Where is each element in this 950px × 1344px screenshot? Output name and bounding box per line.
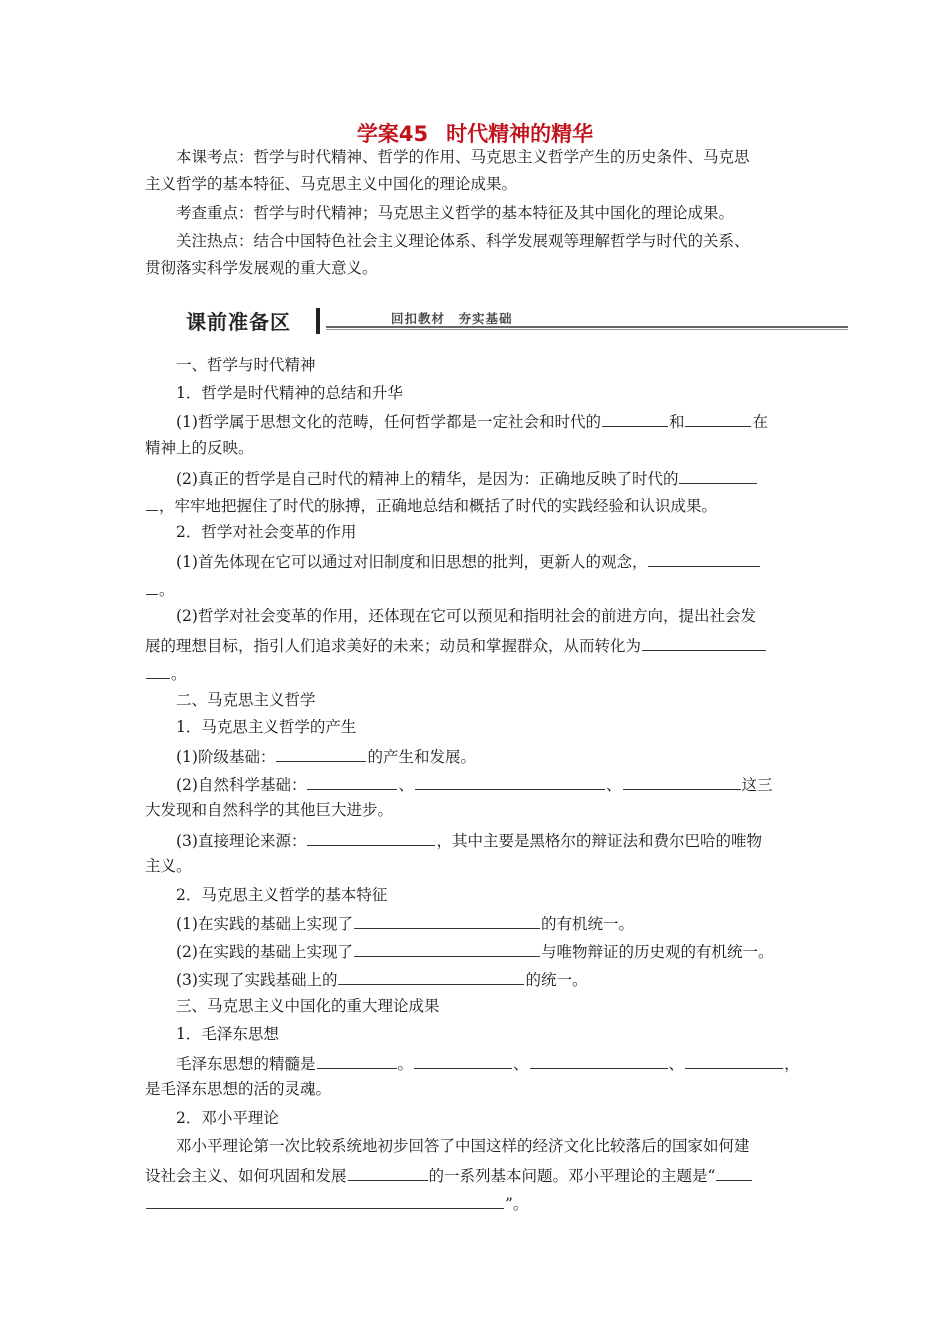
answer-blank[interactable]	[276, 745, 366, 762]
fill-line: (1)哲学属于思想文化的范畴，任何哲学都是一定社会和时代的 和 在	[145, 410, 838, 432]
intro-line: 考查重点：哲学与时代精神；马克思主义哲学的基本特征及其中国化的理论成果。	[176, 204, 735, 222]
answer-blank[interactable]	[685, 1052, 783, 1069]
fill-line: (1)首先体现在它可以通过对旧制度和旧思想的批判，更新人的观念，	[145, 550, 838, 572]
subsection-heading: 1．哲学是时代精神的总结和升华	[176, 384, 403, 402]
text-line: 主义。	[145, 857, 192, 875]
answer-blank[interactable]	[146, 1192, 504, 1209]
subsection-heading: 1．毛泽东思想	[176, 1025, 279, 1043]
answer-blank[interactable]	[146, 662, 170, 679]
answer-blank[interactable]	[530, 1052, 668, 1069]
answer-blank[interactable]	[146, 494, 158, 511]
page-title	[0, 118, 950, 148]
intro-line: 贯彻落实科学发展观的重大意义。	[145, 259, 378, 277]
subsection-heading: 2．马克思主义哲学的基本特征	[176, 886, 388, 904]
banner-title: 课前准备区	[186, 310, 291, 334]
section-heading: 二、马克思主义哲学	[176, 691, 316, 709]
fill-line: 设社会主义、如何巩固和发展 的一系列基本问题。邓小平理论的主题是“	[145, 1164, 807, 1186]
answer-blank[interactable]	[348, 1164, 428, 1181]
banner-subtitle: 回扣教材 夯实基础	[391, 311, 513, 326]
fill-line: 展的理想目标，指引人们追求美好的未来；动员和掌握群众，从而转化为	[145, 634, 807, 656]
lesson-title: 时代精神的精华	[446, 122, 594, 146]
answer-blank[interactable]	[716, 1164, 752, 1181]
banner-divider	[316, 308, 320, 334]
text-line: (2)哲学对社会变革的作用，还体现在它可以预见和指明社会的前进方向，提出社会发	[176, 607, 756, 625]
fill-line: (1)在实践的基础上实现了 的有机统一。	[145, 912, 838, 934]
answer-blank[interactable]	[602, 410, 668, 427]
answer-blank[interactable]	[415, 773, 605, 790]
intro-line: 本课考点：哲学与时代精神、哲学的作用、马克思主义哲学产生的历史条件、马克思	[176, 148, 750, 166]
fill-line: 毛泽东思想的精髓是 。 、 、 ，	[145, 1052, 838, 1074]
intro-line: 主义哲学的基本特征、马克思主义中国化的理论成果。	[145, 175, 518, 193]
lesson-number: 学案45	[356, 122, 429, 146]
text-line: 是毛泽东思想的活的灵魂。	[145, 1080, 332, 1098]
intro-line: 关注热点：结合中国特色社会主义理论体系、科学发展观等理解哲学与时代的关系、	[176, 232, 750, 250]
answer-blank[interactable]	[414, 1052, 512, 1069]
fill-line: ”。	[145, 1192, 807, 1214]
fill-line: (2)自然科学基础： 、 、 这三	[145, 773, 838, 795]
answer-blank[interactable]	[307, 829, 435, 846]
section-heading: 一、哲学与时代精神	[176, 356, 316, 374]
text-line: 邓小平理论第一次比较系统地初步回答了中国这样的经济文化比较落后的国家如何建	[176, 1137, 750, 1155]
subsection-heading: 2．邓小平理论	[176, 1109, 279, 1127]
subsection-heading: 2．哲学对社会变革的作用	[176, 523, 357, 541]
answer-blank[interactable]	[354, 912, 540, 929]
text-line: 精神上的反映。	[145, 439, 254, 457]
banner-rule	[326, 329, 848, 330]
answer-blank[interactable]	[338, 968, 524, 985]
answer-blank[interactable]	[679, 467, 757, 484]
answer-blank[interactable]	[354, 940, 540, 957]
text-line: 大发现和自然科学的其他巨大进步。	[145, 801, 394, 819]
fill-line: 。	[145, 578, 807, 600]
answer-blank[interactable]	[623, 773, 741, 790]
fill-line: (1)阶级基础： 的产生和发展。	[145, 745, 838, 767]
fill-line: (2)真正的哲学是自己时代的精神上的精华，是因为：正确地反映了时代的	[145, 467, 838, 489]
fill-line: (3)直接理论来源： ，其中主要是黑格尔的辩证法和费尔巴哈的唯物	[145, 829, 838, 851]
subsection-heading: 1．马克思主义哲学的产生	[176, 718, 357, 736]
answer-blank[interactable]	[685, 410, 751, 427]
fill-line: 。	[145, 662, 807, 684]
answer-blank[interactable]	[642, 634, 766, 651]
section-heading: 三、马克思主义中国化的重大理论成果	[176, 997, 440, 1015]
answer-blank[interactable]	[307, 773, 397, 790]
answer-blank[interactable]	[146, 578, 158, 595]
fill-line: (3)实现了实践基础上的 的统一。	[145, 968, 838, 990]
section-banner	[178, 305, 848, 335]
answer-blank[interactable]	[317, 1052, 397, 1069]
fill-line: ，牢牢地把握住了时代的脉搏，正确地总结和概括了时代的实践经验和认识成果。	[145, 494, 807, 516]
answer-blank[interactable]	[648, 550, 760, 567]
fill-line: (2)在实践的基础上实现了 与唯物辩证的历史观的有机统一。	[145, 940, 838, 962]
